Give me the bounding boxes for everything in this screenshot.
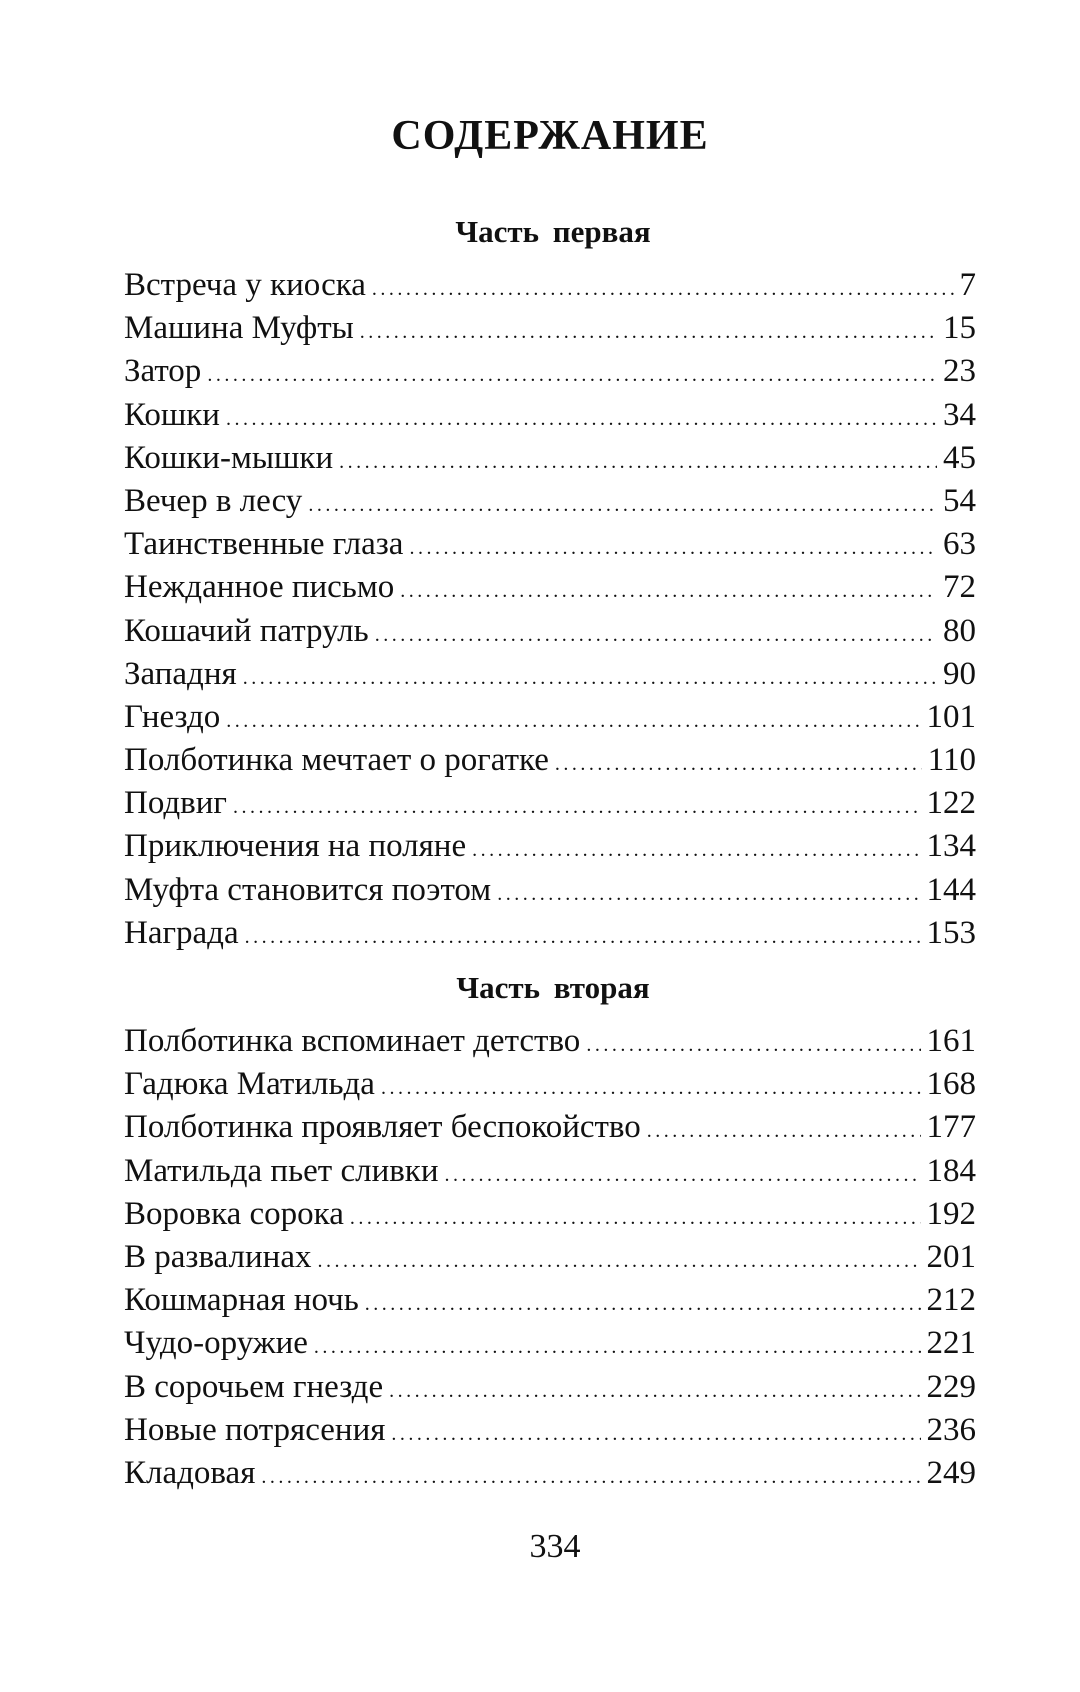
part-one-toc: [124, 264, 976, 955]
toc-entry: [124, 1409, 976, 1452]
dot-leader: [409, 527, 937, 570]
toc-entry-page-number: 110: [927, 742, 976, 779]
toc-entry: [124, 1020, 976, 1063]
toc-entry-title: Кошки-мышки: [124, 439, 334, 476]
toc-entry-title: Полботинка вспоминает детство: [124, 1023, 581, 1059]
dot-leader: [497, 873, 920, 916]
toc-entry: [124, 1236, 976, 1279]
dot-leader: [360, 311, 937, 354]
toc-entry-page-number: 229: [926, 1368, 976, 1405]
toc-entry-title: В сорочьем гнезде: [124, 1368, 384, 1405]
toc-entry-page-number: 63: [943, 526, 976, 563]
toc-entry-title: Чудо-оружие: [124, 1325, 308, 1362]
toc-entry: [124, 610, 976, 653]
toc-entry-page-number: 192: [926, 1195, 976, 1232]
dot-leader: [647, 1110, 921, 1153]
toc-entry-page-number: 184: [926, 1152, 976, 1189]
dot-leader: [233, 786, 921, 829]
toc-entry-page-number: 212: [926, 1282, 976, 1319]
dot-leader: [226, 700, 920, 743]
dot-leader: [339, 441, 937, 484]
page-number: 334: [529, 1528, 581, 1565]
toc-entry-page-number: 80: [943, 612, 976, 649]
toc-entry: [124, 782, 976, 825]
toc-entry: [124, 869, 976, 912]
toc-entry: [124, 264, 976, 307]
dot-leader: [243, 657, 937, 700]
toc-entry-page-number: 177: [926, 1109, 976, 1146]
toc-entry: [124, 437, 976, 480]
dot-leader: [391, 1413, 920, 1456]
toc-entry: [124, 523, 976, 566]
toc-entry-page-number: 153: [926, 914, 976, 951]
dot-leader: [350, 1197, 921, 1240]
toc-entry-page-number: 144: [926, 871, 976, 908]
dot-leader: [372, 268, 954, 311]
toc-entry-title: Подвиг: [124, 785, 227, 822]
dot-leader: [375, 614, 937, 657]
toc-entry: [124, 480, 976, 523]
dot-leader: [472, 829, 920, 872]
toc-entry: [124, 350, 976, 393]
toc-entry-title: Западня: [124, 655, 237, 692]
toc-entry-page-number: 168: [926, 1066, 976, 1103]
dot-leader: [400, 570, 937, 613]
part-two-heading: Часть вторая: [456, 970, 650, 1005]
toc-entry-page-number: 7: [959, 267, 976, 303]
dot-leader: [445, 1154, 921, 1197]
part-one-heading: Часть первая: [455, 214, 651, 249]
dot-leader: [261, 1456, 920, 1499]
toc-entry: [124, 1063, 976, 1106]
toc-entry-title: Встреча у киоска: [124, 267, 366, 303]
toc-entry-title: Полботинка мечтает о рогатке: [124, 742, 549, 779]
toc-entry: [124, 1279, 976, 1322]
page-title: СОДЕРЖАНИЕ: [391, 113, 709, 159]
toc-entry-title: Кошки: [124, 396, 220, 433]
dot-leader: [365, 1283, 921, 1326]
dot-leader: [314, 1326, 921, 1369]
toc-entry-page-number: 101: [926, 698, 976, 735]
toc-entry-page-number: 45: [943, 439, 976, 476]
toc-entry-title: Гадюка Матильда: [124, 1066, 375, 1103]
toc-entry-title: Кошмарная ночь: [124, 1282, 359, 1319]
toc-entry-title: Новые потрясения: [124, 1411, 386, 1448]
toc-entry-page-number: 236: [926, 1411, 976, 1448]
toc-entry: [124, 1150, 976, 1193]
toc-entry: [124, 1366, 976, 1409]
toc-entry: [124, 1322, 976, 1365]
toc-entry: [124, 825, 976, 868]
dot-leader: [389, 1370, 920, 1413]
toc-entry-title: Воровка сорока: [124, 1195, 344, 1232]
dot-leader: [317, 1240, 920, 1283]
toc-entry-page-number: 201: [926, 1238, 976, 1275]
toc-entry-page-number: 249: [926, 1454, 976, 1491]
toc-entry: [124, 1106, 976, 1149]
dot-leader: [308, 484, 937, 527]
toc-entry-page-number: 221: [926, 1325, 976, 1362]
toc-entry-page-number: 90: [943, 655, 976, 692]
dot-leader: [226, 398, 937, 441]
toc-entry-title: В развалинах: [124, 1238, 312, 1275]
toc-entry-page-number: 161: [926, 1023, 976, 1059]
toc-entry: [124, 912, 976, 955]
toc-entry-page-number: 15: [943, 310, 976, 347]
toc-entry: [124, 1452, 976, 1495]
toc-entry-title: Матильда пьет сливки: [124, 1152, 439, 1189]
toc-entry-page-number: 54: [943, 482, 976, 519]
toc-entry-title: Таинственные глаза: [124, 526, 404, 563]
toc-entry-title: Приключения на поляне: [124, 828, 467, 865]
toc-entry-title: Нежданное письмо: [124, 569, 395, 606]
toc-entry-title: Вечер в лесу: [124, 482, 303, 519]
toc-entry: [124, 307, 976, 350]
toc-entry: [124, 394, 976, 437]
toc-entry-title: Награда: [124, 914, 239, 951]
dot-leader: [207, 354, 937, 397]
toc-entry-page-number: 134: [926, 828, 976, 865]
toc-entry-title: Машина Муфты: [124, 310, 354, 347]
toc-entry-page-number: 122: [926, 785, 976, 822]
toc-entry: [124, 739, 976, 782]
toc-entry: [124, 1193, 976, 1236]
toc-entry-title: Затор: [124, 353, 202, 390]
toc-entry: [124, 653, 976, 696]
toc-entry-title: Муфта становится поэтом: [124, 871, 492, 908]
dot-leader: [586, 1024, 920, 1067]
toc-entry-title: Кладовая: [124, 1454, 256, 1491]
toc-entry-page-number: 23: [943, 353, 976, 390]
toc-entry-title: Кошачий патруль: [124, 612, 369, 649]
toc-entry: [124, 696, 976, 739]
toc-entry-page-number: 72: [943, 569, 976, 606]
toc-entry-title: Полботинка проявляет беспокойство: [124, 1109, 641, 1146]
toc-entry-page-number: 34: [943, 396, 976, 433]
dot-leader: [381, 1067, 921, 1110]
toc-entry: [124, 566, 976, 609]
dot-leader: [245, 916, 921, 959]
toc-entry-title: Гнездо: [124, 698, 221, 735]
dot-leader: [555, 743, 922, 786]
part-two-toc: [124, 1020, 976, 1495]
